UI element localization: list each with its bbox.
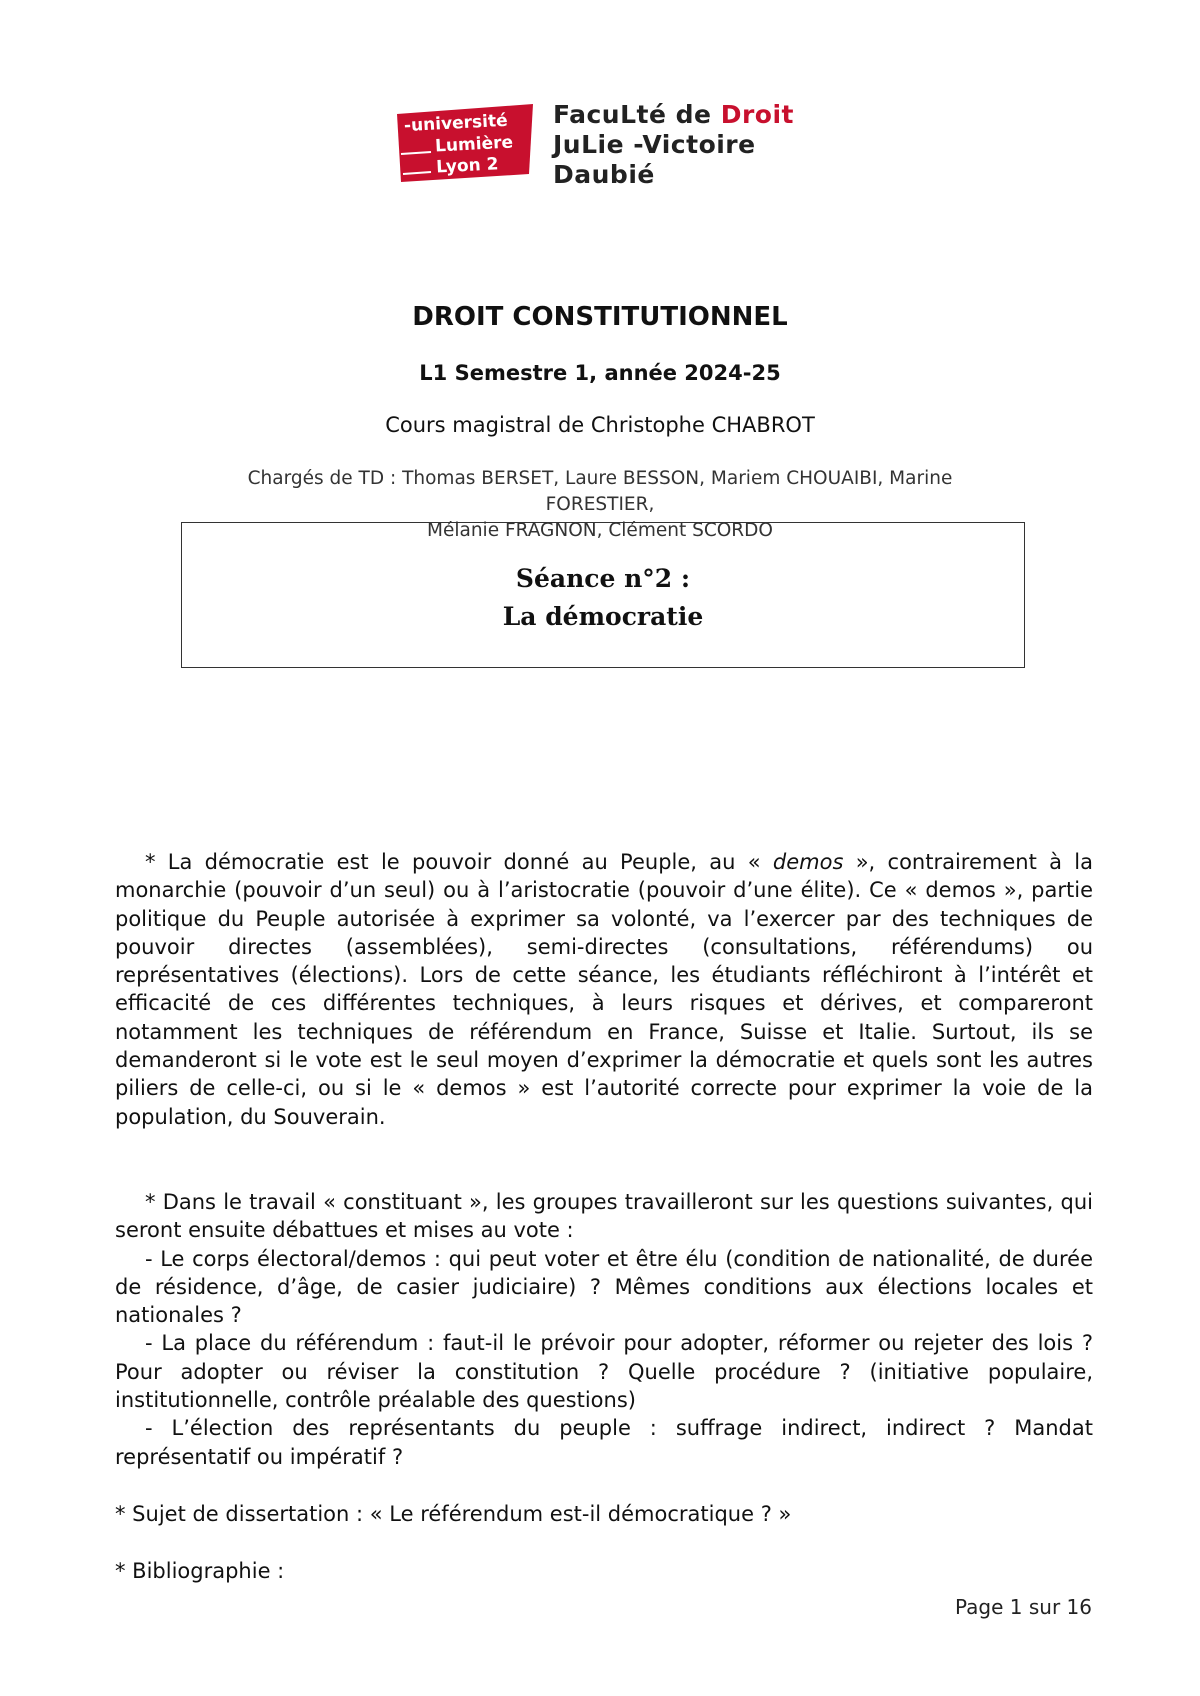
dissertation-subject: * Sujet de dissertation : « Le référendum est-il démocratique ? » <box>115 1502 792 1526</box>
university-logo <box>397 104 533 182</box>
intro-part-b: », contrairement à la monarchie (pouvoir d’un seul) ou à l’aristocratie (pouvoir d’une élite). Ce « demos », partie politique du Peuple autorisée à exprimer sa volonté, va l’exercer par des techniques de pouvoir directes (assemblées), semi-directes (consultations, référendums) ou représentatives (élections). Lors de cette séance, les étudiants réfléchiront à l’intérêt et efficacité de ces différentes techniques, à leurs risques et dérives, et compareront notamment les techniques de référendum en France, Suisse et Italie. Surtout, ils se demanderont si le vote est le seul moyen d’exprimer la démocratie et quels sont les autres piliers de celle-ci, ou si le « demos » est l’autorité correcte pour exprimer la voie de la population, du Souverain. <box>115 850 1093 1129</box>
constituent-intro: * Dans le travail « constituant », les groupes travailleront sur les questions suivantes, qui seront ensuite débattues et mises au vote : <box>115 1190 1093 1243</box>
faculty-name <box>553 100 794 190</box>
seance-title <box>181 560 1025 636</box>
course-lecturer: Cours magistral de Christophe CHABROT <box>385 413 815 437</box>
faculty-line-1a: FacuLté de <box>553 100 721 129</box>
faculty-header <box>397 100 837 190</box>
constituent-work-section <box>115 1188 1093 1471</box>
question-electoral-body: - Le corps électoral/demos : qui peut voter et être élu (condition de nationalité, de durée de résidence, d’âge, de casier judiciaire) ? Mêmes conditions aux élections locales et nationales ? <box>115 1246 1093 1328</box>
question-referendum: - La place du référendum : faut-il le prévoir pour adopter, réformer ou rejeter des lois ? Pour adopter ou réviser la constitution ? Quelle procédure ? (initiative populaire, institutionnelle, contrôle préalable des questions) <box>115 1331 1093 1413</box>
seance-number: Séance n°2 : <box>515 564 691 593</box>
logo-line-3: Lyon 2 <box>435 154 499 178</box>
td-line-1: Chargés de TD : Thomas BERSET, Laure BESSON, Mariem CHOUAIBI, Marine <box>247 468 953 489</box>
faculty-line-3: Daubié <box>553 160 655 189</box>
td-line-3: Mélanie FRAGNON, Clément SCORDO <box>427 520 773 541</box>
intro-demos: demos <box>772 850 844 874</box>
document-subtitle: L1 Semestre 1, année 2024-25 <box>419 361 781 385</box>
logo-line-2: Lumière <box>434 132 514 157</box>
bibliography-heading: * Bibliographie : <box>115 1559 285 1583</box>
seance-topic: La démocratie <box>502 602 704 631</box>
logo-line-1: -université <box>403 110 509 137</box>
page-number: Page 1 sur 16 <box>955 1595 1092 1619</box>
question-representatives: - L’élection des représentants du peuple : suffrage indirect, indirect ? Mandat représentatif ou impératif ? <box>115 1416 1093 1469</box>
intro-paragraph <box>115 848 1093 1131</box>
faculty-line-2: JuLie -Victoire <box>553 130 756 159</box>
intro-part-a: * La démocratie est le pouvoir donné au Peuple, au « <box>145 850 773 874</box>
faculty-line-1b: Droit <box>720 100 794 129</box>
td-line-2: FORESTIER, <box>545 494 655 515</box>
document-title: DROIT CONSTITUTIONNEL <box>412 302 788 332</box>
